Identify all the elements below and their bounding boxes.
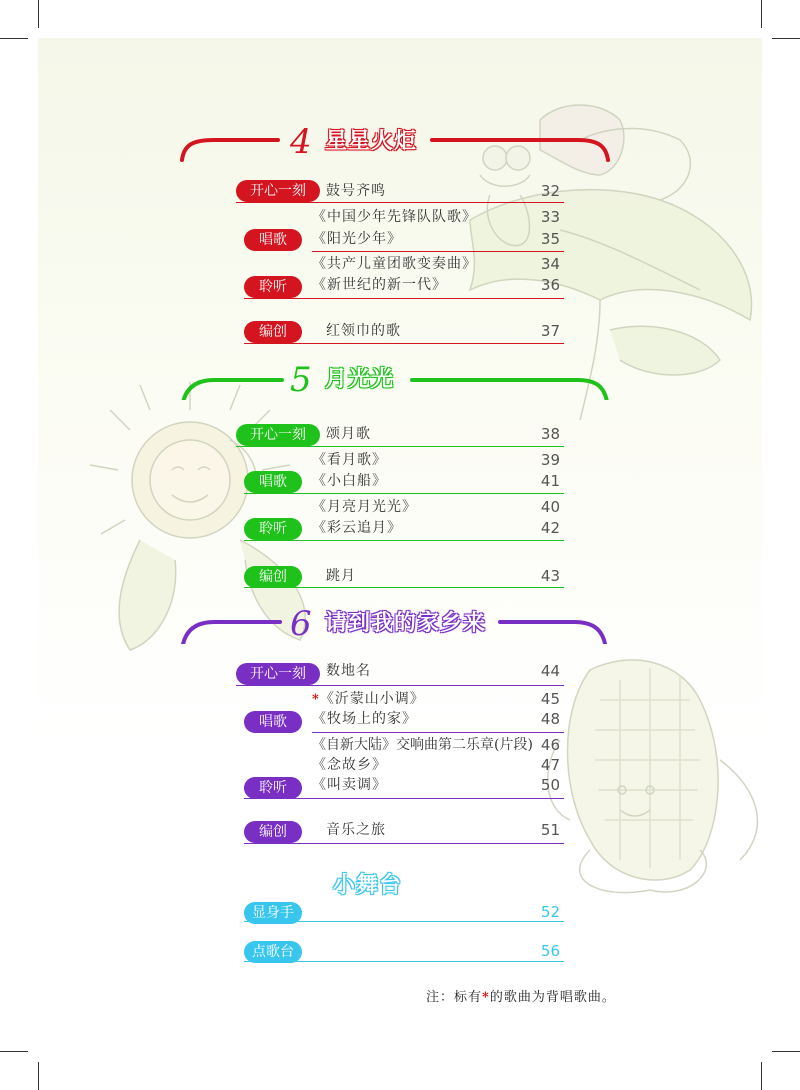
category-singing: 唱歌 [244,471,302,493]
toc-entry-page: 40 [540,498,560,516]
footnote [426,986,616,1005]
toc-entry-page: 50 [540,776,560,794]
divider [312,251,564,252]
divider [236,685,564,686]
toc-entry-page: 33 [540,208,560,226]
toc-entry-title[interactable]: 《牧场上的家》 [312,711,417,727]
toc-entry-title[interactable]: 数地名 [326,663,371,679]
divider [244,493,564,494]
divider [244,343,564,344]
toc-entry-title[interactable]: 《叫卖调》 [312,777,387,793]
category-song-request[interactable]: 点歌台 [244,941,302,963]
toc-entry-title-text: 《沂蒙山小调》 [319,691,425,707]
unit-number: 4 [290,122,312,162]
toc-entry-title[interactable]: 《小白船》 [312,473,387,489]
footnote-prefix: 注：标有 [426,990,483,1005]
category-happy-moment: 开心一刻 [236,424,320,446]
category-singing: 唱歌 [244,229,302,251]
toc-entry-page: 36 [540,276,560,294]
unit-number: 5 [290,360,312,400]
divider [244,961,564,962]
category-listening: 聆听 [244,777,302,799]
toc-entry-title[interactable]: 《中国少年先锋队队歌》 [312,209,477,225]
toc-entry-page: 44 [540,662,560,680]
unit-title: 请到我的家乡来 [325,611,487,636]
toc-entry-title[interactable]: 《自新大陆》交响曲第二乐章(片段) [312,737,533,753]
toc-entry-page: 47 [540,756,560,774]
category-happy-moment: 开心一刻 [236,180,320,202]
divider [244,540,564,541]
toc-entry-title[interactable]: 红领巾的歌 [326,323,401,339]
category-listening: 聆听 [244,276,302,298]
category-listening: 聆听 [244,518,302,540]
toc-entry-title[interactable]: 《共产儿童团歌变奏曲》 [312,256,477,272]
toc-entry-page: 41 [540,472,560,490]
toc-entry-page: 46 [540,736,560,754]
category-creating: 编创 [244,566,302,588]
category-show-skills[interactable]: 显身手 [244,902,302,924]
toc-entry-title[interactable]: 音乐之旅 [326,822,386,838]
toc-entry-page: 48 [540,710,560,728]
category-happy-moment: 开心一刻 [236,663,320,685]
toc-entry-title[interactable]: 《新世纪的新一代》 [312,277,447,293]
toc-entry-page: 56 [540,942,560,960]
divider [244,921,564,922]
unit-title: 星星火炬 [325,129,418,154]
toc-entry-page: 37 [540,322,560,340]
divider [244,298,564,299]
toc-entry-page: 39 [540,451,560,469]
footnote-suffix: 的歌曲为背唱歌曲。 [489,990,616,1005]
toc-entry-page: 38 [540,425,560,443]
toc-entry-page: 34 [540,255,560,273]
toc-entry-title[interactable]: 鼓号齐鸣 [326,183,386,199]
toc-entry-title[interactable]: 《念故乡》 [312,757,387,773]
divider [244,843,564,844]
toc-entry-title[interactable]: 颂月歌 [326,426,371,442]
toc-entry-page: 51 [540,821,560,839]
divider [236,446,564,447]
category-creating: 编创 [244,321,302,343]
unit-5-title-frame [0,360,800,400]
toc-entry-title[interactable]: 跳月 [326,568,356,584]
toc-entry-page: 43 [540,567,560,585]
category-creating: 编创 [244,821,302,843]
divider [244,587,564,588]
stage-title: 小舞台 [333,873,403,898]
unit-number: 6 [290,604,312,644]
toc-entry-title[interactable]: 《彩云追月》 [312,520,402,536]
divider [236,202,564,203]
toc-entry-title[interactable]: 《阳光少年》 [312,231,402,247]
divider [312,732,564,733]
toc-entry-page: 52 [540,903,560,921]
memorize-star-marker: * [312,692,320,707]
footnote-star: * [482,990,490,1005]
divider [244,798,564,799]
toc-entry-page: 35 [540,230,560,248]
toc-entry-page: 45 [540,690,560,708]
toc-entry-title[interactable]: 《月亮月光光》 [312,499,417,515]
toc-entry-page: 32 [540,182,560,200]
unit-title: 月光光 [325,367,395,392]
category-singing: 唱歌 [244,711,302,733]
toc-entry-page: 42 [540,519,560,537]
toc-entry-title[interactable]: 《看月歌》 [312,452,387,468]
